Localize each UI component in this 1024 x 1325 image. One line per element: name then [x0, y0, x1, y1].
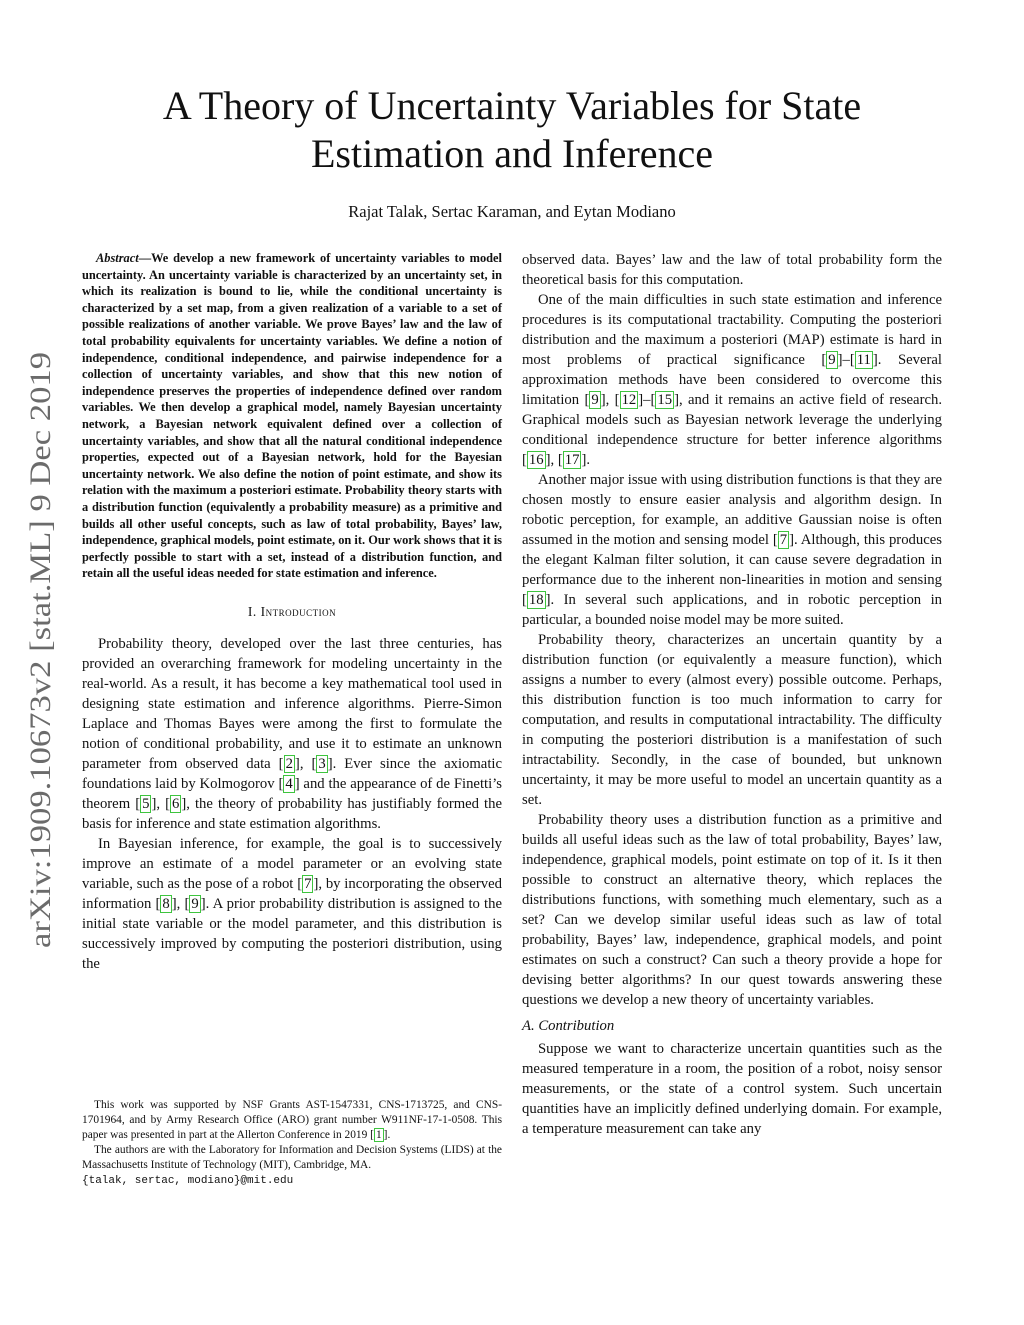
- citation-link[interactable]: 9: [191, 895, 199, 912]
- citation-link[interactable]: 15: [657, 392, 673, 408]
- footnote-emails: [82, 1173, 502, 1189]
- arxiv-stamp-svg: [12, 348, 72, 948]
- footnote-funding: This work was supported by NSF Grants AST-1547331, CNS-1713725, and CNS-1701964, and by Army Research Office (ARO) grant number W911NF-17-1-0508. This paper was presented in part at the Allerton Conference in 2019 [ 1 ].: [82, 1099, 502, 1141]
- text-run: , and it remains an active field of research. Graphical models such as Bayesian network leverage the underlying conditional independence structure for better inference algorithms: [522, 392, 942, 448]
- author-emails: {talak, sertac, modiano}@mit.edu: [82, 1175, 294, 1187]
- text-run: ,: [550, 452, 558, 468]
- abstract: [82, 250, 502, 582]
- right-paragraph-2: Another major issue with using distribution functions is that they are chosen mostly to ensure easier analysis and algorithm design. In robotic perception, for example, an additive Gaussian noise is often assumed in the motion and sensing model [ 7 ]. Although, this produces the elegant Kalman filter solution, it can cause severe degradation in performance due to the inherent non-linearities in motion and sensing [ 18 ]. In several such applications, and in robotic perception in particular, a bounded noise model may be more suited.: [522, 472, 942, 628]
- text-run: –: [643, 392, 651, 408]
- right-paragraph-0: observed data. Bayes’ law and the law of total probability form the theoretical basis for this computation.: [522, 252, 942, 288]
- citation-link[interactable]: 16: [528, 452, 544, 468]
- citation-link[interactable]: 9: [828, 352, 836, 368]
- section-heading-introduction: [82, 604, 502, 620]
- citation-link[interactable]: 6: [171, 795, 180, 812]
- citation-link[interactable]: 11: [856, 352, 871, 368]
- text-run: The authors are with the Laboratory for Information and Decision Systems (LIDS) at the Massachusetts Institute of Technology (MIT), Cambridge, MA.: [82, 1144, 502, 1171]
- citation-link[interactable]: 2: [285, 755, 293, 772]
- text-run: In Bayesian inference, for example, the goal is to successively improve an estimate of a model parameter or an evolving state variable, such as the pose of a robot: [82, 835, 502, 892]
- citation-link[interactable]: 7: [779, 532, 788, 548]
- text-run: .: [586, 452, 591, 468]
- text-run: –: [842, 352, 850, 368]
- text-run: and the appearance of de Finetti’s theorem: [82, 775, 502, 812]
- section-title: Introduction: [260, 603, 337, 619]
- text-run: ,: [156, 795, 166, 812]
- text-run: Probability theory, developed over the last three centuries, has provided an overarching framework for modeling uncertainty in the real-world. As a result, it has become a key mathematical tool used in designing state estimation and inference algorithms. Pierre-Simon Laplace and Thomas Bayes were among the first to formulate the notion of conditional probability, and use it to estimate an unknown parameter from observed data: [82, 635, 502, 772]
- text-run: . Several approximation methods have been considered to overcome this limitation: [522, 352, 942, 408]
- text-run: . Although, this produces the elegant Kalman filter solution, it can cause severe degradation in performance due to the inherent non-linearities in motion and sensing: [522, 532, 942, 588]
- text-run: ,: [299, 755, 312, 772]
- text-run: One of the main difficulties in such state estimation and inference procedures is its computational tractability. Computing the posteriori distribution and the maximum a posteriori (MAP) estimate is hard in most problems of practical significance: [522, 292, 942, 368]
- paper-authors: Rajat Talak, Sertac Karaman, and Eytan Modiano: [348, 202, 676, 221]
- right-paragraph-3: Probability theory, characterizes an uncertain quantity by a distribution function (or equivalently a measure function), which assigns a number to every (almost every) possible outcome. Perhaps, this distribution function is too much information to carry for computation, and results in computational intractability. The difficulty in computing the posteriori distribution is a manifestation of such intractability. Secondly, in the case of bounded, but unknown uncertainty, it may be more useful to model an uncertain quantity as a set.: [522, 632, 942, 808]
- text-run: . In several such applications, and in robotic perception in particular, a bounded noise model may be more suited.: [522, 592, 942, 628]
- citation-link[interactable]: 8: [162, 895, 170, 912]
- arxiv-margin-stamp: [12, 348, 72, 948]
- footnote-affiliation: [82, 1143, 502, 1173]
- right-column: [522, 250, 942, 1139]
- subsection-heading-contribution: A. Contribution: [522, 1018, 615, 1034]
- text-run: .: [387, 1129, 391, 1141]
- paper-title: A Theory of Uncertainty Variables for State Estimation and Inference: [162, 83, 862, 176]
- text-run: , the theory of probability has justifiably formed the basis for inference and state estimation algorithms.: [82, 795, 503, 832]
- text-run: . A prior probability distribution is assigned to the initial state variable or the model parameter, and this distribution is successively improved by computing the posteriori distribution, using the: [82, 895, 502, 972]
- citation-link[interactable]: 3: [318, 755, 326, 772]
- text-run: ,: [176, 895, 185, 912]
- footnotes: [82, 1098, 502, 1189]
- citation-link[interactable]: 9: [591, 392, 599, 408]
- left-column: [82, 250, 502, 974]
- section-number: I.: [247, 603, 257, 619]
- text-run: ,: [605, 392, 615, 408]
- intro-paragraph-2: In Bayesian inference, for example, the goal is to successively improve an estimate of a model parameter or an evolving state variable, such as the pose of a robot [ 7 ], by incorporating the observed information [ 8 ], [ 9 ]. A prior probability distribution is assigned to the initial state variable or the model parameter, and this distribution is successively improved by computing the posteriori distribution, using the: [82, 835, 503, 972]
- arxiv-stamp-text: arXiv:1909.10673v2 [stat.ML] 9 Dec 2019: [25, 440, 57, 948]
- citation-link[interactable]: 5: [142, 795, 150, 812]
- citation-link[interactable]: 7: [304, 875, 312, 892]
- abstract-text: —We develop a new framework of uncertainty variables to model uncertainty. An uncertainty variable is characterized by an uncertainty set, in which its realization is bound to lie, while the conditional uncertainty is characterized by a set map, from a given realization of a variable to a set of possible realizations of another variable. We prove Bayes’ law and the law of total probability equivalents for uncertainty variables. We define a notion of independence, conditional independence, and pairwise independence for a collection of uncertainty variables, and show that this new notion of independence preserves the properties of independence defined over random variables. We then develop a graphical model, namely Bayesian uncertainty network, a Bayesian network equivalent defined over a collection of uncertainty variables, and show that all the natural conditional independence properties, expected out of a Bayesian network, hold for the Bayesian uncertainty network. We also define the notion of point estimate, and show its relation with the maximum a posteriori estimate. Probability theory starts with a distribution function (equivalently a probability measure) as a primitive and builds all other useful concepts, such as law of total probability, Bayes’ law, independence, graphical models, point estimate, on it. Our work shows that it is perfectly possible to start with a set, instead of a distribution function, and retain all the useful ideas needed for state estimation and inference.: [82, 251, 502, 581]
- intro-paragraph-1: Probability theory, developed over the last three centuries, has provided an overarching framework for modeling uncertainty in the real-world. As a result, it has become a key mathematical tool used in designing state estimation and inference algorithms. Pierre-Simon Laplace and Thomas Bayes were among the first to formulate the notion of conditional probability, and use it to estimate an unknown parameter from observed data [ 2 ], [ 3 ]. Ever since the axiomatic foundations laid by Kolmogorov [ 4 ] and the appearance of de Finetti’s theorem [ 5 ], [ 6 ], the theory of probability has justifiably formed the basis for inference and state estimation algorithms.: [82, 635, 503, 832]
- citation-link[interactable]: 12: [621, 392, 637, 408]
- right-paragraph-4: Probability theory uses a distribution function as a primitive and builds all useful ideas such as the law of total probability, Bayes’ law, independence, graphical models, point estimate on top of it. Is it then possible to construct an alternative theory, which replaces the distributions functions, with something much elementary, such as a set? Can we develop similar useful ideas such as law of total probability, Bayes’ law, independence, graphical models, and point estimates on such a construct? Can such a theory provide a hope for devising better algorithms? In our quest towards answering these questions we develop a new theory of uncertainty variables.: [522, 812, 942, 1008]
- citation-link[interactable]: 18: [528, 592, 544, 608]
- right-paragraph-5: Suppose we want to characterize uncertain quantities such as the measured temperature in a room, the position of a robot, noisy sensor measurements, or the state of a control system. Such uncertain quantities have an implicitly defined underlying domain. For example, a temperature measurement can take any: [522, 1041, 942, 1137]
- text-run: . Ever since the axiomatic foundations laid by Kolmogorov: [82, 755, 502, 792]
- right-paragraph-1: One of the main difficulties in such state estimation and inference procedures is its computational tractability. Computing the posteriori distribution and the maximum a posteriori (MAP) estimate is hard in most problems of practical significance [ 9 ]–[ 11 ]. Several approximation methods have been considered to overcome this limitation [ 9 ], [ 12 ]–[ 15 ], and it remains an active field of research. Graphical models such as Bayesian network leverage the underlying conditional independence structure for better inference algorithms [ 16 ], [ 17 ].: [522, 292, 942, 468]
- citation-link[interactable]: 4: [285, 775, 293, 792]
- text-run: Another major issue with using distribution functions is that they are chosen mostly to ensure easier analysis and algorithm design. In robotic perception, for example, an additive Gaussian noise is often assumed in the motion and sensing model: [522, 472, 942, 548]
- citation-link[interactable]: 1: [375, 1129, 382, 1141]
- text-run: This work was supported by NSF Grants AST-1547331, CNS-1713725, and CNS-1701964, and by Army Research Office (ARO) grant number W911NF-17-1-0508. This paper was presented in part at the Allerton Conference in 2019: [82, 1099, 502, 1141]
- citation-link[interactable]: 17: [564, 452, 580, 468]
- text-run: , by incorporating the observed information: [82, 875, 503, 912]
- abstract-label: Abstract: [96, 251, 139, 265]
